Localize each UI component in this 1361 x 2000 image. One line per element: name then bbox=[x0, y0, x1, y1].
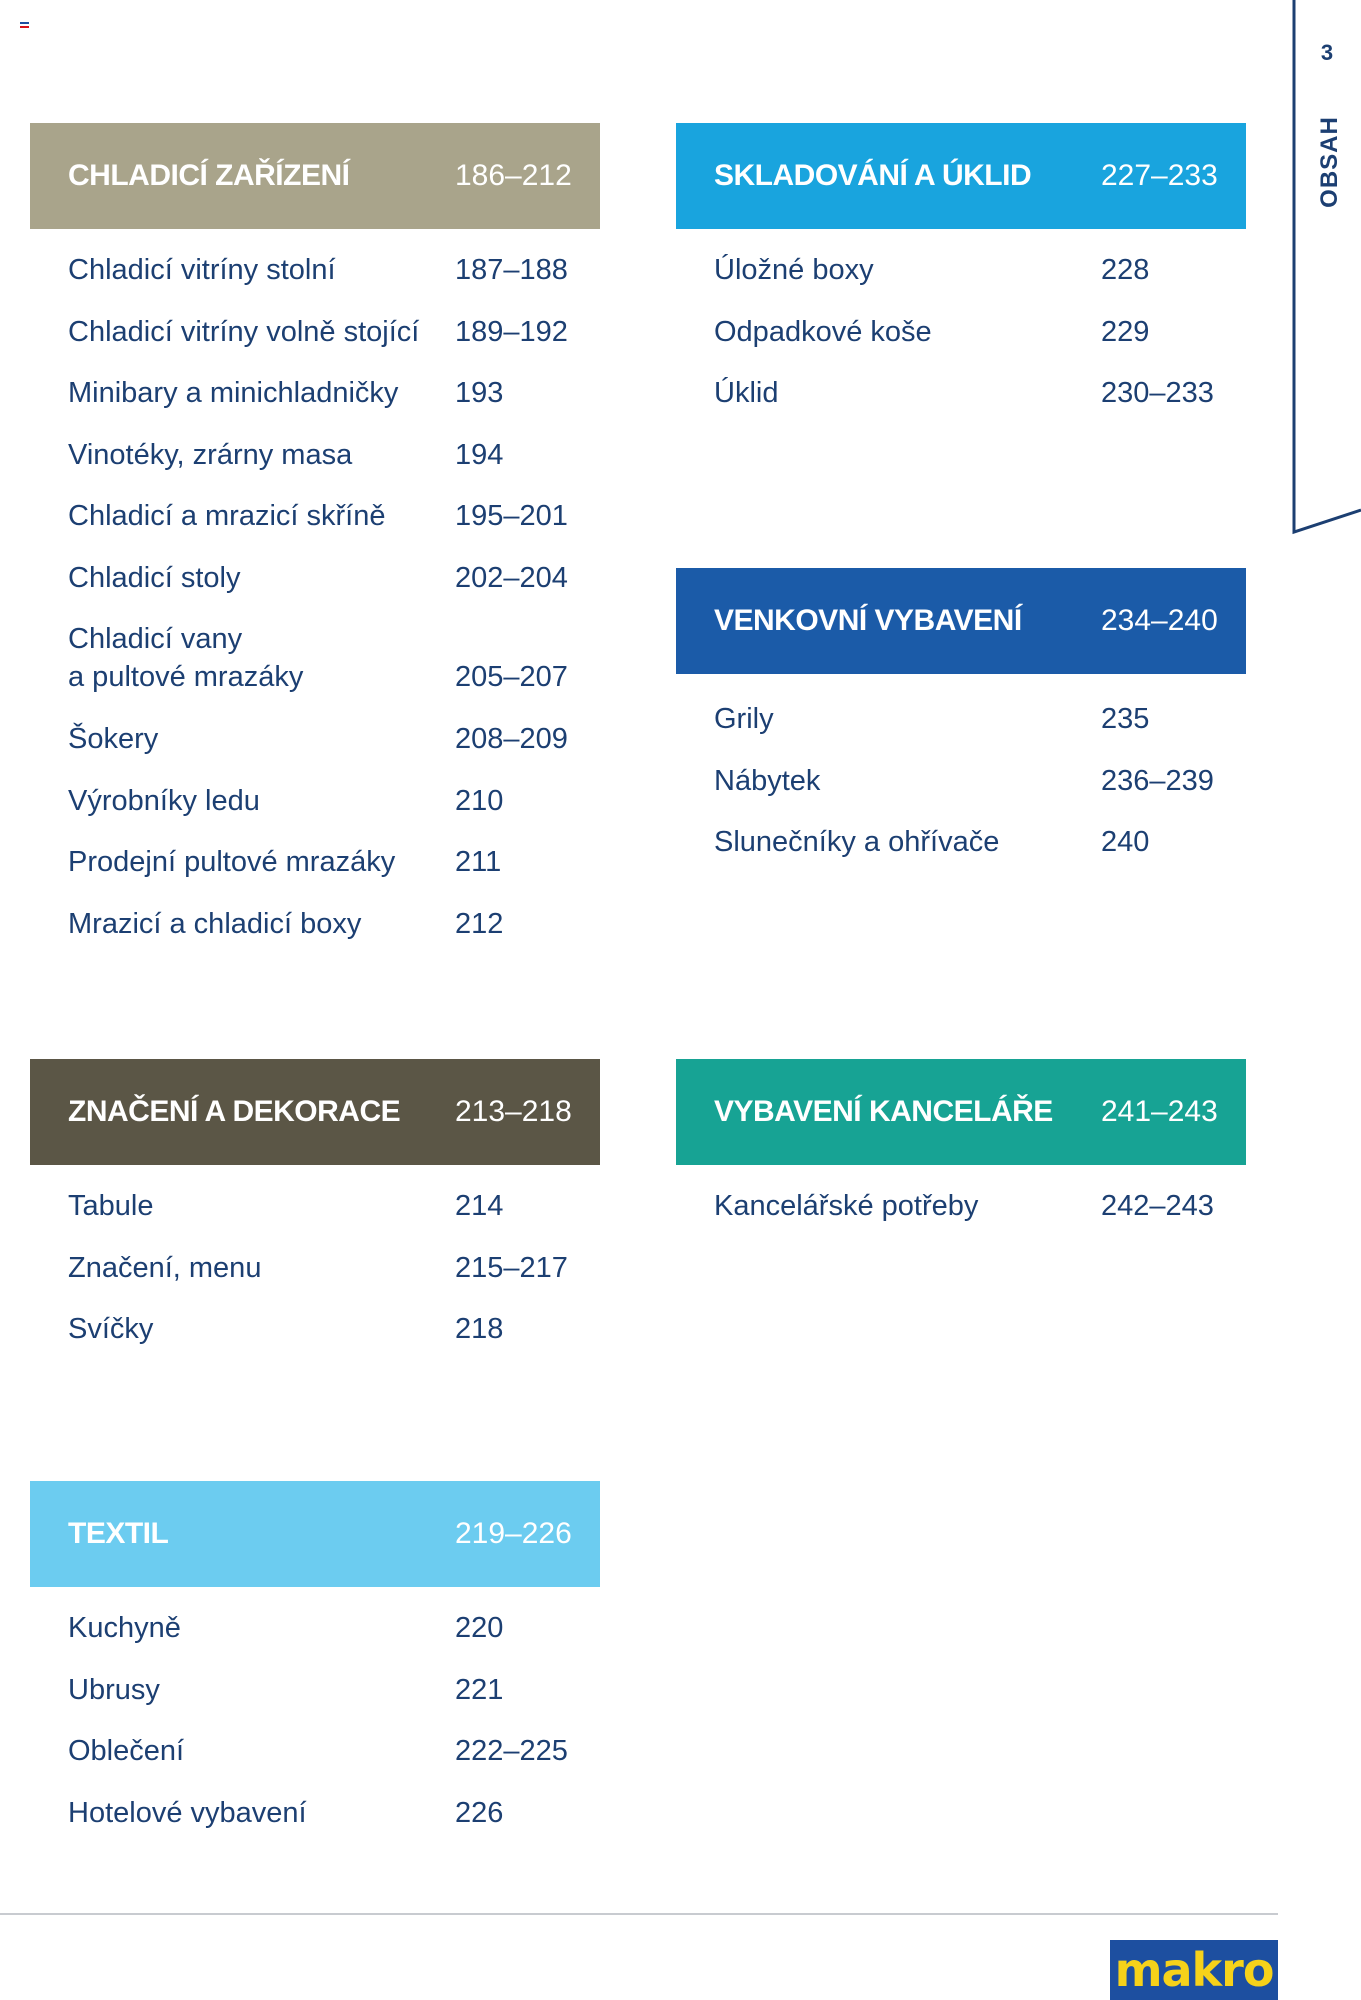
section-title: VYBAVENÍ KANCELÁŘE bbox=[714, 1095, 1053, 1128]
list-item: Grily 235 bbox=[714, 703, 1150, 735]
side-label-obsah: OBSAH bbox=[1316, 116, 1343, 208]
list-item: Kancelářské potřeby 242–243 bbox=[714, 1190, 1214, 1222]
section-range: 241–243 bbox=[1101, 1095, 1218, 1128]
section-title: SKLADOVÁNÍ A ÚKLID bbox=[714, 159, 1032, 192]
list-item: Oblečení 222–225 bbox=[68, 1735, 568, 1767]
list-item: Vinotéky, zrárny masa 194 bbox=[68, 438, 504, 471]
list-item: Hotelové vybavení 226 bbox=[68, 1796, 504, 1829]
section-range: 213–218 bbox=[455, 1095, 572, 1128]
section-range: 219–226 bbox=[455, 1517, 572, 1550]
section-title: TEXTIL bbox=[68, 1517, 169, 1550]
section-title: CHLADICÍ ZAŘÍZENÍ bbox=[68, 159, 350, 192]
section-header bbox=[30, 1059, 600, 1165]
list-item: Ubrusy 221 bbox=[68, 1673, 504, 1706]
list-item: Chladicí vitríny volně stojící 189–192 bbox=[68, 315, 568, 348]
list-item: Kuchyně 220 bbox=[68, 1612, 504, 1644]
section-header bbox=[676, 123, 1246, 229]
list-item: Chladicí vany a pultové mrazáky 205–207 bbox=[68, 623, 568, 693]
list-item: Mrazicí a chladicí boxy 212 bbox=[68, 907, 504, 940]
section-header bbox=[676, 568, 1246, 674]
section-textil bbox=[30, 1481, 600, 1844]
page-number: 3 bbox=[1320, 40, 1334, 65]
list-item: Minibary a minichladničky 193 bbox=[68, 377, 504, 409]
section-title: ZNAČENÍ A DEKORACE bbox=[68, 1095, 401, 1128]
section-skladovani bbox=[676, 123, 1246, 425]
section-header bbox=[30, 123, 600, 229]
side-tab bbox=[1290, 0, 1361, 540]
flag-icon bbox=[20, 22, 29, 28]
logo-text: makro bbox=[1114, 1943, 1274, 1997]
list-item: Značení, menu 215–217 bbox=[68, 1251, 568, 1284]
list-item: Nábytek 236–239 bbox=[714, 764, 1214, 797]
list-item: Slunečníky a ohřívače 240 bbox=[714, 826, 1150, 858]
list-item: Úklid 230–233 bbox=[714, 377, 1214, 409]
list-item: Svíčky 218 bbox=[68, 1313, 504, 1345]
list-item: Prodejní pultové mrazáky 211 bbox=[68, 846, 502, 878]
makro-logo bbox=[1110, 1940, 1278, 2000]
section-range: 234–240 bbox=[1101, 604, 1218, 637]
list-item: Chladicí vitríny stolní 187–188 bbox=[68, 254, 568, 286]
list-item: Šokery 208–209 bbox=[68, 723, 568, 755]
section-venkovni bbox=[676, 568, 1246, 874]
list-item: Tabule 214 bbox=[68, 1190, 504, 1222]
section-title: VENKOVNÍ VYBAVENÍ bbox=[714, 604, 1022, 637]
section-header bbox=[676, 1059, 1246, 1165]
list-item: Úložné boxy 228 bbox=[714, 254, 1150, 286]
footer-divider bbox=[0, 1913, 1278, 1915]
section-chladici bbox=[30, 123, 600, 955]
section-header bbox=[30, 1481, 600, 1587]
section-kancelar bbox=[676, 1059, 1246, 1238]
list-item: Chladicí a mrazicí skříně 195–201 bbox=[68, 500, 568, 532]
list-item: Chladicí stoly 202–204 bbox=[68, 561, 568, 594]
section-znaceni bbox=[30, 1059, 600, 1361]
list-item: Odpadkové koše 229 bbox=[714, 315, 1150, 348]
list-item: Výrobníky ledu 210 bbox=[68, 784, 504, 817]
section-range: 227–233 bbox=[1101, 159, 1218, 192]
section-range: 186–212 bbox=[455, 159, 572, 192]
